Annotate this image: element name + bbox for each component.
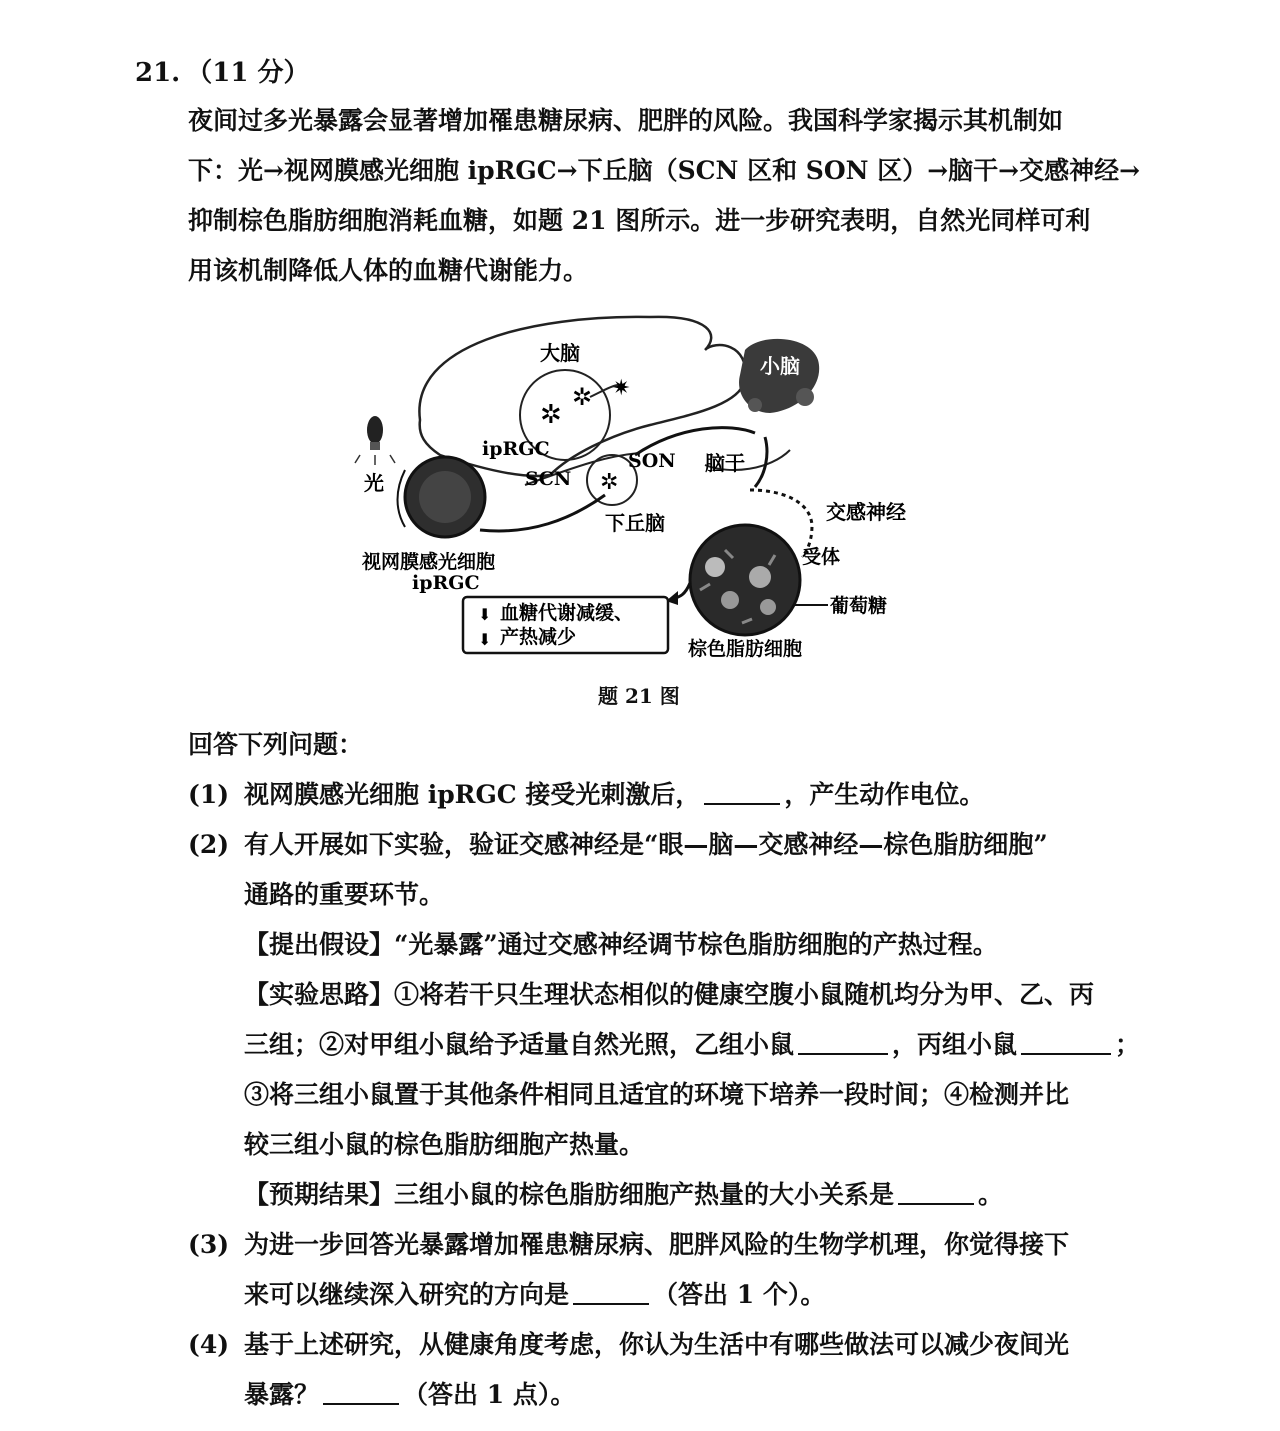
pathway-retina-hypothalamus: [480, 495, 605, 531]
figure-21: [350, 305, 950, 675]
q2-hypothesis: 【提出假设】“光暴露”通过交感神经调节棕色脂肪细胞的产热过程。: [244, 930, 998, 959]
q2-idea-line3: ③将三组小鼠置于其他条件相同且适宜的环境下培养一段时间；④检测并比: [244, 1080, 1070, 1109]
answer-blank[interactable]: [898, 1177, 974, 1205]
answer-blank[interactable]: [573, 1277, 649, 1305]
figure-caption: 题 21 图: [598, 684, 680, 708]
q4-line1: 基于上述研究，从健康角度考虑，你认为生活中有哪些做法可以减少夜间光: [244, 1330, 1070, 1359]
scn-label: SCN: [525, 468, 572, 490]
retina-label-line1: 视网膜感光细胞: [362, 551, 496, 573]
glucose-label: 葡萄糖: [830, 595, 888, 617]
sub-question-1: [188, 770, 1148, 820]
sub-question-3: [188, 1220, 1148, 1270]
q1-text-after: ，产生动作电位。: [784, 780, 985, 809]
answer-blank[interactable]: [704, 777, 780, 805]
neuron-star-icon: ✲: [540, 400, 562, 430]
effect-line1: 血糖代谢减缓、: [500, 602, 634, 624]
questions-lead: 回答下列问题：: [188, 730, 364, 759]
answer-blank[interactable]: [798, 1027, 888, 1055]
eye-icon: [398, 457, 486, 537]
q4-line2: [188, 1370, 1148, 1420]
q2-idea-text: 三组；②对甲组小鼠给予适量自然光照，乙组小鼠: [244, 1030, 795, 1059]
receptor-label: 受体: [802, 546, 841, 568]
q2-idea-text: ；: [1115, 1030, 1141, 1059]
q2-result-end: 。: [978, 1180, 1004, 1209]
brainstem-label: 脑干: [705, 451, 745, 475]
down-arrow-icon: ⬇: [478, 630, 492, 649]
sub-question-number: (1): [188, 780, 230, 809]
q3-text-after: （答出 1 个）。: [653, 1280, 826, 1309]
q1-text: 视网膜感光细胞 ipRGC 接受光刺激后，: [244, 780, 701, 809]
intro-line: 夜间过多光暴露会显著增加罹患糖尿病、肥胖的风险。我国科学家揭示其机制如: [188, 106, 1064, 135]
sub-question-number: (2): [188, 830, 230, 859]
sub-question-number: (3): [188, 1230, 230, 1259]
cerebellum-label: 小脑: [760, 354, 800, 378]
light-bulb-icon: [355, 416, 395, 465]
brown-fat-cell-icon: [690, 525, 800, 635]
intro-line: 下：光→视网膜感光细胞 ipRGC→下丘脑（SCN 区和 SON 区）→脑干→交感神经→: [188, 156, 1141, 185]
brown-fat-label: 棕色脂肪细胞: [688, 638, 803, 660]
neuron-star-icon: ✷: [612, 376, 631, 401]
cerebrum-label: 大脑: [540, 341, 580, 365]
question-intro: [188, 96, 1148, 296]
q2-idea-line2: [188, 1020, 1148, 1070]
q2-idea-line1: 【实验思路】①将若干只生理状态相似的健康空腹小鼠随机均分为甲、乙、丙: [244, 980, 1095, 1009]
iprgc-brain-label: ipRGC: [482, 438, 550, 460]
sub-question-4: [188, 1320, 1148, 1370]
light-label: 光: [364, 471, 384, 495]
son-label: SON: [628, 450, 676, 472]
sympathetic-label: 交感神经: [826, 500, 906, 524]
intro-line: 抑制棕色脂肪细胞消耗血糖，如题 21 图所示。进一步研究表明，自然光同样可利: [188, 206, 1091, 235]
hypothalamus-star-icon: ✲: [600, 470, 619, 495]
sub-question-number: (4): [188, 1330, 230, 1359]
q4-text-after: （答出 1 点）。: [403, 1380, 576, 1409]
sub-question-2: [188, 820, 1148, 870]
question-number: 21.: [135, 58, 181, 88]
q3-line2: [188, 1270, 1148, 1320]
q4-text: 暴露？: [244, 1380, 320, 1409]
q2-idea-line4: 较三组小鼠的棕色脂肪细胞产热量。: [244, 1130, 645, 1159]
mechanism-diagram: [350, 305, 950, 675]
question-score: （11 分）: [186, 58, 310, 88]
question-header: [135, 52, 309, 89]
q3-text: 来可以继续深入研究的方向是: [244, 1280, 570, 1309]
q2-line2: 通路的重要环节。: [244, 880, 445, 909]
neuron-star-icon: ✲: [572, 383, 593, 411]
answer-blank[interactable]: [1021, 1027, 1111, 1055]
effect-line2: 产热减少: [500, 626, 577, 648]
sub-questions: [188, 770, 1148, 1420]
q2-result: [188, 1170, 1148, 1220]
q2-result-text: 【预期结果】三组小鼠的棕色脂肪细胞产热量的大小关系是: [244, 1180, 895, 1209]
answer-blank[interactable]: [323, 1377, 399, 1405]
retina-label-line2: ipRGC: [412, 572, 480, 594]
q2-line1: 有人开展如下实验，验证交感神经是“眼—脑—交感神经—棕色脂肪细胞”: [244, 830, 1048, 859]
q2-idea-text: ，丙组小鼠: [892, 1030, 1018, 1059]
hypothalamus-label: 下丘脑: [605, 511, 665, 535]
q3-line1: 为进一步回答光暴露增加罹患糖尿病、肥胖风险的生物学机理，你觉得接下: [244, 1230, 1070, 1259]
pathway-brainstem-down: [755, 437, 767, 487]
down-arrow-icon: ⬇: [478, 605, 492, 624]
intro-line: 用该机制降低人体的血糖代谢能力。: [188, 256, 589, 285]
